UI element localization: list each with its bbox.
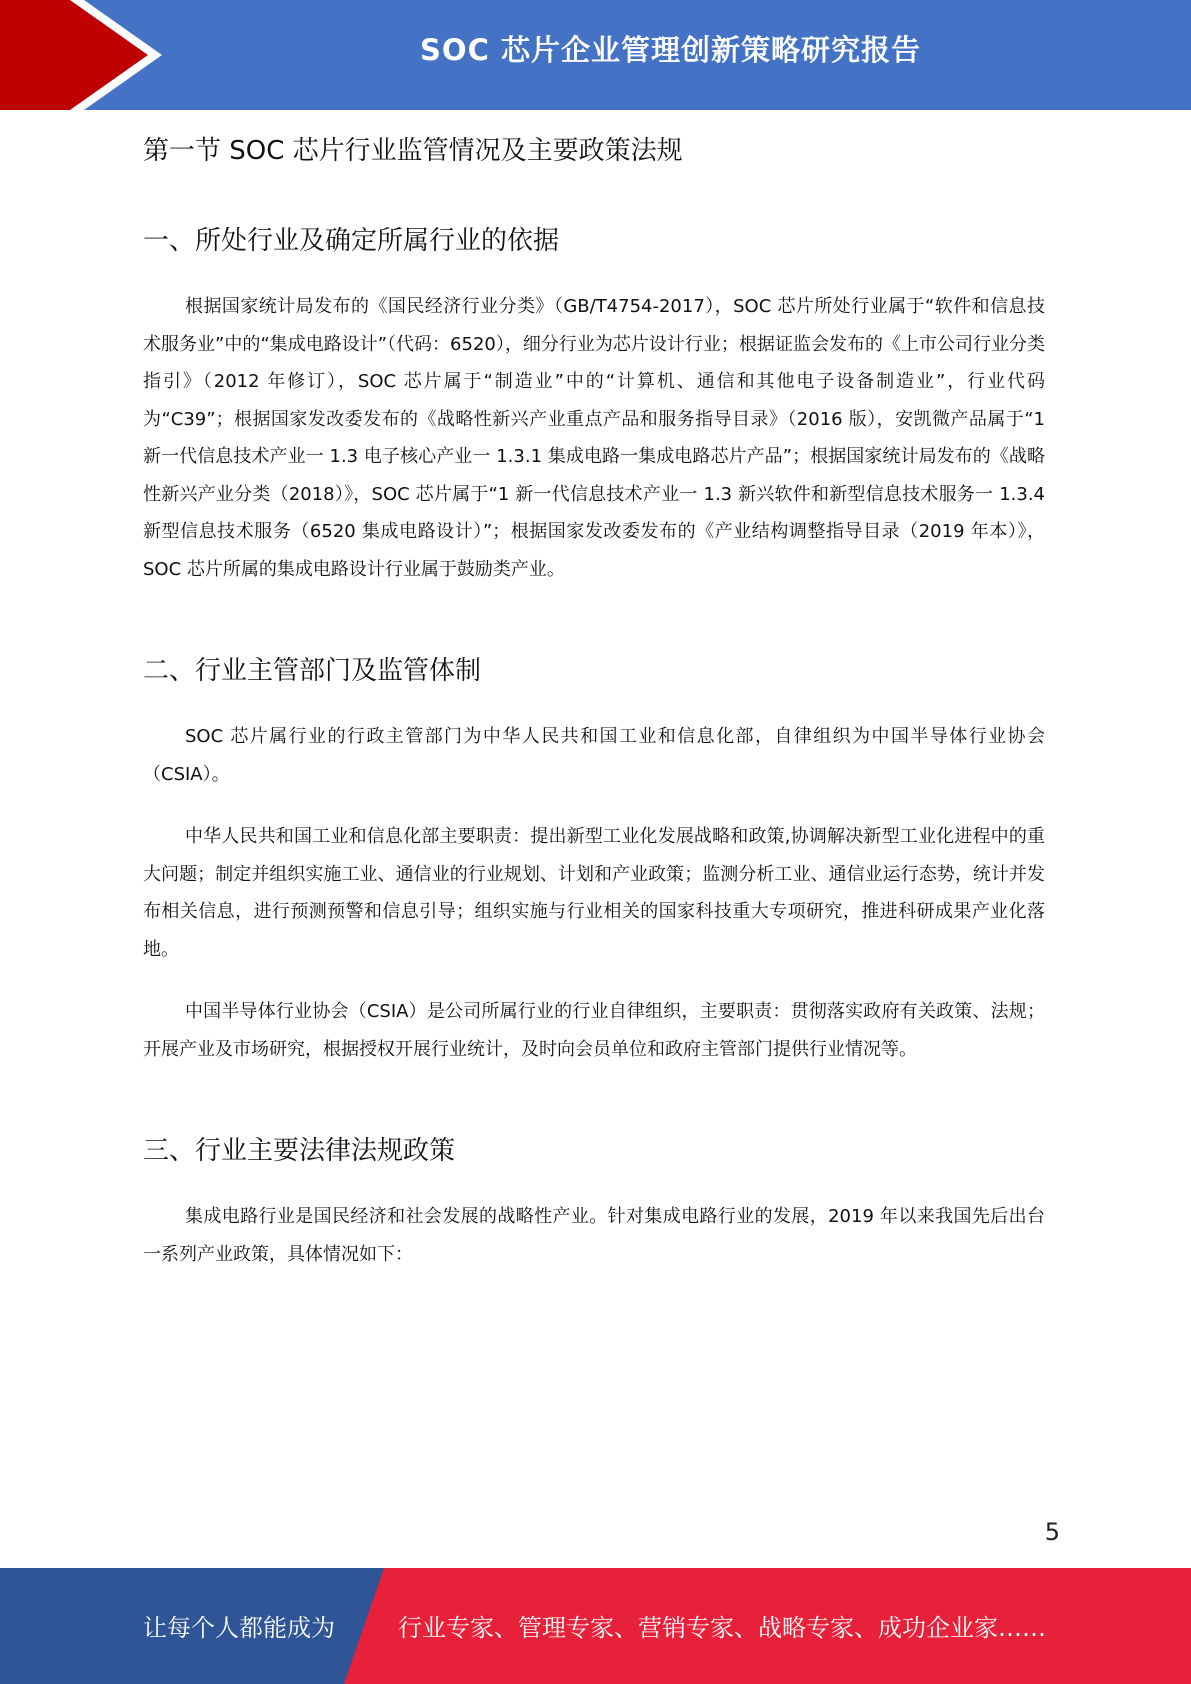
paragraph-industry-basis: 根据国家统计局发布的《国民经济行业分类》（GB/T4754-2017），SOC 芯片所处行业属于“软件和信息技术服务业”中的“集成电路设计”（代码：6520），细分行业为芯片设计行业；根据证监会发布的《上市公司行业分类指引》（2012 年修订），SOC 芯片属于“制造业”中的“计算机、通信和其他电子设备制造业”，行业代码为“C39”；根据国家发改委发布的《战略性新兴产业重点产品和服务指导目录》（2016 版），安凯微产品属于“1 新一代信息技术产业一 1.3 电子核心产业一 1.3.1 集成电路一集成电路芯片产品”；根据国家统计局发布的《战略性新兴产业分类（2018）》，SOC 芯片属于“1 新一代信息技术产业一 1.3 新兴软件和新型信息技术服务一 1.3.4 新型信息技术服务（6520 集成电路设计）”；根据国家发改委发布的《产业结构调整指导目录（2019 年本）》，SOC 芯片所属的集成电路设计行业属于鼓励类产业。 xyxy=(143,296,1045,580)
section-title: 第一节 SOC 芯片行业监管情况及主要政策法规 xyxy=(143,136,683,166)
footer-slogan-left: 让每个人都能成为 xyxy=(143,1614,335,1642)
page-number: 5 xyxy=(1044,1518,1060,1546)
heading-industry-basis: 一、所处行业及确定所属行业的依据 xyxy=(143,226,560,256)
page-footer xyxy=(0,1568,1191,1684)
paragraph-csia-duties: 中国半导体行业协会（CSIA）是公司所属行业的行业自律组织，主要职责：贯彻落实政府有关政策、法规；开展产业及市场研究，根据授权开展行业统计，及时向会员单位和政府主管部门提供行业情况等。 xyxy=(143,1001,1045,1060)
paragraph-miit-duties: 中华人民共和国工业和信息化部主要职责：提出新型工业化发展战略和政策,协调解决新型工业化进程中的重大问题；制定并组织实施工业、通信业的行业规划、计划和产业政策；监测分析工业、通信业运行态势，统计并发布相关信息，进行预测预警和信息引导；组织实施与行业相关的国家科技重大专项研究，推进科研成果产业化落地。 xyxy=(143,826,1045,960)
paragraph-regulator-overview: SOC 芯片属行业的行政主管部门为中华人民共和国工业和信息化部，自律组织为中国半导体行业协会（CSIA）。 xyxy=(143,726,1045,785)
footer-slogan-right: 行业专家、管理专家、营销专家、战略专家、成功企业家…… xyxy=(398,1614,1046,1642)
paragraph-policies-intro: 集成电路行业是国民经济和社会发展的战略性产业。针对集成电路行业的发展，2019 年以来我国先后出台一系列产业政策，具体情况如下： xyxy=(143,1206,1045,1265)
heading-laws-policies: 三、行业主要法律法规政策 xyxy=(143,1136,456,1166)
page-header xyxy=(0,0,1191,110)
heading-regulatory-system: 二、行业主管部门及监管体制 xyxy=(143,656,482,686)
report-title: SOC 芯片企业管理创新策略研究报告 xyxy=(420,33,921,67)
